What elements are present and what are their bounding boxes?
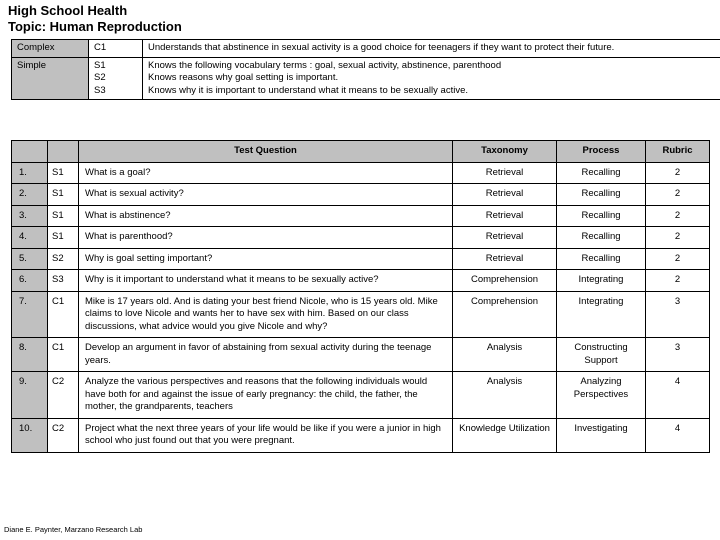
cell-rubric: 2 bbox=[646, 205, 710, 227]
column-header-process: Process bbox=[557, 141, 646, 163]
test-questions-table-body bbox=[12, 162, 710, 452]
standards-code-cell bbox=[89, 57, 143, 100]
cell-taxonomy: Analysis bbox=[453, 372, 557, 419]
cell-taxonomy: Retrieval bbox=[453, 205, 557, 227]
table-row bbox=[12, 418, 710, 452]
cell-taxonomy: Retrieval bbox=[453, 248, 557, 270]
cell-taxonomy: Retrieval bbox=[453, 162, 557, 184]
cell-process: Recalling bbox=[557, 248, 646, 270]
cell-test-question: What is a goal? bbox=[79, 162, 453, 184]
table-row bbox=[12, 270, 710, 292]
page-title bbox=[8, 3, 708, 35]
column-header-rubric: Rubric bbox=[646, 141, 710, 163]
cell-taxonomy: Comprehension bbox=[453, 291, 557, 338]
cell-rubric: 2 bbox=[646, 227, 710, 249]
table-row bbox=[12, 227, 710, 249]
standards-code: S1 bbox=[94, 59, 106, 71]
standards-description: Knows reasons why goal setting is important. bbox=[148, 72, 339, 83]
cell-number: 8. bbox=[12, 338, 48, 372]
cell-standard: S1 bbox=[48, 162, 79, 184]
table-row bbox=[12, 248, 710, 270]
cell-standard: C1 bbox=[48, 338, 79, 372]
standards-row-complex bbox=[12, 40, 720, 58]
column-header-test-question: Test Question bbox=[79, 141, 453, 163]
cell-rubric: 2 bbox=[646, 270, 710, 292]
standards-level-label: Complex bbox=[12, 40, 89, 58]
cell-rubric: 2 bbox=[646, 248, 710, 270]
cell-rubric: 3 bbox=[646, 291, 710, 338]
standards-table bbox=[11, 39, 720, 100]
cell-standard: S2 bbox=[48, 248, 79, 270]
cell-test-question: Why is goal setting important? bbox=[79, 248, 453, 270]
cell-number: 3. bbox=[12, 205, 48, 227]
document-footer: Diane E. Paynter, Marzano Research Lab bbox=[4, 525, 143, 534]
cell-standard: C1 bbox=[48, 291, 79, 338]
table-row bbox=[12, 291, 710, 338]
standards-code: S3 bbox=[94, 84, 106, 96]
cell-standard: S1 bbox=[48, 205, 79, 227]
cell-number: 6. bbox=[12, 270, 48, 292]
cell-rubric: 3 bbox=[646, 338, 710, 372]
cell-test-question: Project what the next three years of your life would be like if you were a junior in high school who just found out that you were pregnant. bbox=[79, 418, 453, 452]
cell-number: 4. bbox=[12, 227, 48, 249]
cell-rubric: 2 bbox=[646, 184, 710, 206]
cell-standard: S1 bbox=[48, 227, 79, 249]
cell-process: Investigating bbox=[557, 418, 646, 452]
cell-test-question: Develop an argument in favor of abstaining from sexual activity during the teenage years. bbox=[79, 338, 453, 372]
standards-row-simple bbox=[12, 57, 720, 100]
cell-test-question: What is abstinence? bbox=[79, 205, 453, 227]
standards-description-cell bbox=[143, 40, 720, 58]
table-row bbox=[12, 372, 710, 419]
column-header-number bbox=[12, 141, 48, 163]
cell-standard: C2 bbox=[48, 372, 79, 419]
title-line-course: High School Health bbox=[8, 3, 128, 18]
standards-description-cell bbox=[143, 57, 720, 100]
cell-taxonomy: Comprehension bbox=[453, 270, 557, 292]
cell-test-question: What is sexual activity? bbox=[79, 184, 453, 206]
cell-standard: S3 bbox=[48, 270, 79, 292]
cell-taxonomy: Knowledge Utilization bbox=[453, 418, 557, 452]
cell-process: Recalling bbox=[557, 162, 646, 184]
cell-taxonomy: Retrieval bbox=[453, 227, 557, 249]
cell-taxonomy: Analysis bbox=[453, 338, 557, 372]
cell-number: 7. bbox=[12, 291, 48, 338]
standards-description: Knows why it is important to understand what it means to be sexually active. bbox=[148, 84, 468, 96]
cell-process: Recalling bbox=[557, 205, 646, 227]
test-questions-table-head bbox=[12, 141, 710, 163]
cell-test-question: What is parenthood? bbox=[79, 227, 453, 249]
cell-number: 9. bbox=[12, 372, 48, 419]
standards-code: S2 bbox=[94, 72, 106, 83]
column-header-standard bbox=[48, 141, 79, 163]
standards-code: C1 bbox=[94, 42, 107, 53]
cell-number: 2. bbox=[12, 184, 48, 206]
cell-test-question: Mike is 17 years old. And is dating your best friend Nicole, who is 15 years old. Mike claims to love Nicole and wants her to have sex with him. Based on our class discussions, what advice would you give Nicole and why? bbox=[79, 291, 453, 338]
cell-process: Recalling bbox=[557, 184, 646, 206]
cell-standard: S1 bbox=[48, 184, 79, 206]
title-line-topic: Topic: Human Reproduction bbox=[8, 19, 182, 34]
table-row bbox=[12, 162, 710, 184]
cell-rubric: 4 bbox=[646, 372, 710, 419]
cell-rubric: 2 bbox=[646, 162, 710, 184]
cell-process: Analyzing Perspectives bbox=[557, 372, 646, 419]
table-header-row bbox=[12, 141, 710, 163]
cell-taxonomy: Retrieval bbox=[453, 184, 557, 206]
cell-rubric: 4 bbox=[646, 418, 710, 452]
test-questions-table bbox=[11, 140, 710, 453]
table-row bbox=[12, 205, 710, 227]
column-header-taxonomy: Taxonomy bbox=[453, 141, 557, 163]
cell-test-question: Why is it important to understand what it means to be sexually active? bbox=[79, 270, 453, 292]
cell-test-question: Analyze the various perspectives and reasons that the following individuals would have both for and against the issue of early pregnancy: the child, the father, the mother, the grandparents, teachers bbox=[79, 372, 453, 419]
cell-number: 5. bbox=[12, 248, 48, 270]
standards-table-body bbox=[12, 40, 720, 100]
cell-number: 1. bbox=[12, 162, 48, 184]
cell-process: Integrating bbox=[557, 291, 646, 338]
cell-process: Constructing Support bbox=[557, 338, 646, 372]
standards-description: Understands that abstinence in sexual activity is a good choice for teenagers if they want to protect their future. bbox=[148, 42, 615, 53]
table-row bbox=[12, 184, 710, 206]
cell-standard: C2 bbox=[48, 418, 79, 452]
table-row bbox=[12, 338, 710, 372]
standards-description: Knows the following vocabulary terms : goal, sexual activity, abstinence, parenthood bbox=[148, 59, 502, 71]
cell-number: 10. bbox=[12, 418, 48, 452]
cell-process: Integrating bbox=[557, 270, 646, 292]
standards-code-cell bbox=[89, 40, 143, 58]
standards-level-label: Simple bbox=[12, 57, 89, 100]
cell-process: Recalling bbox=[557, 227, 646, 249]
